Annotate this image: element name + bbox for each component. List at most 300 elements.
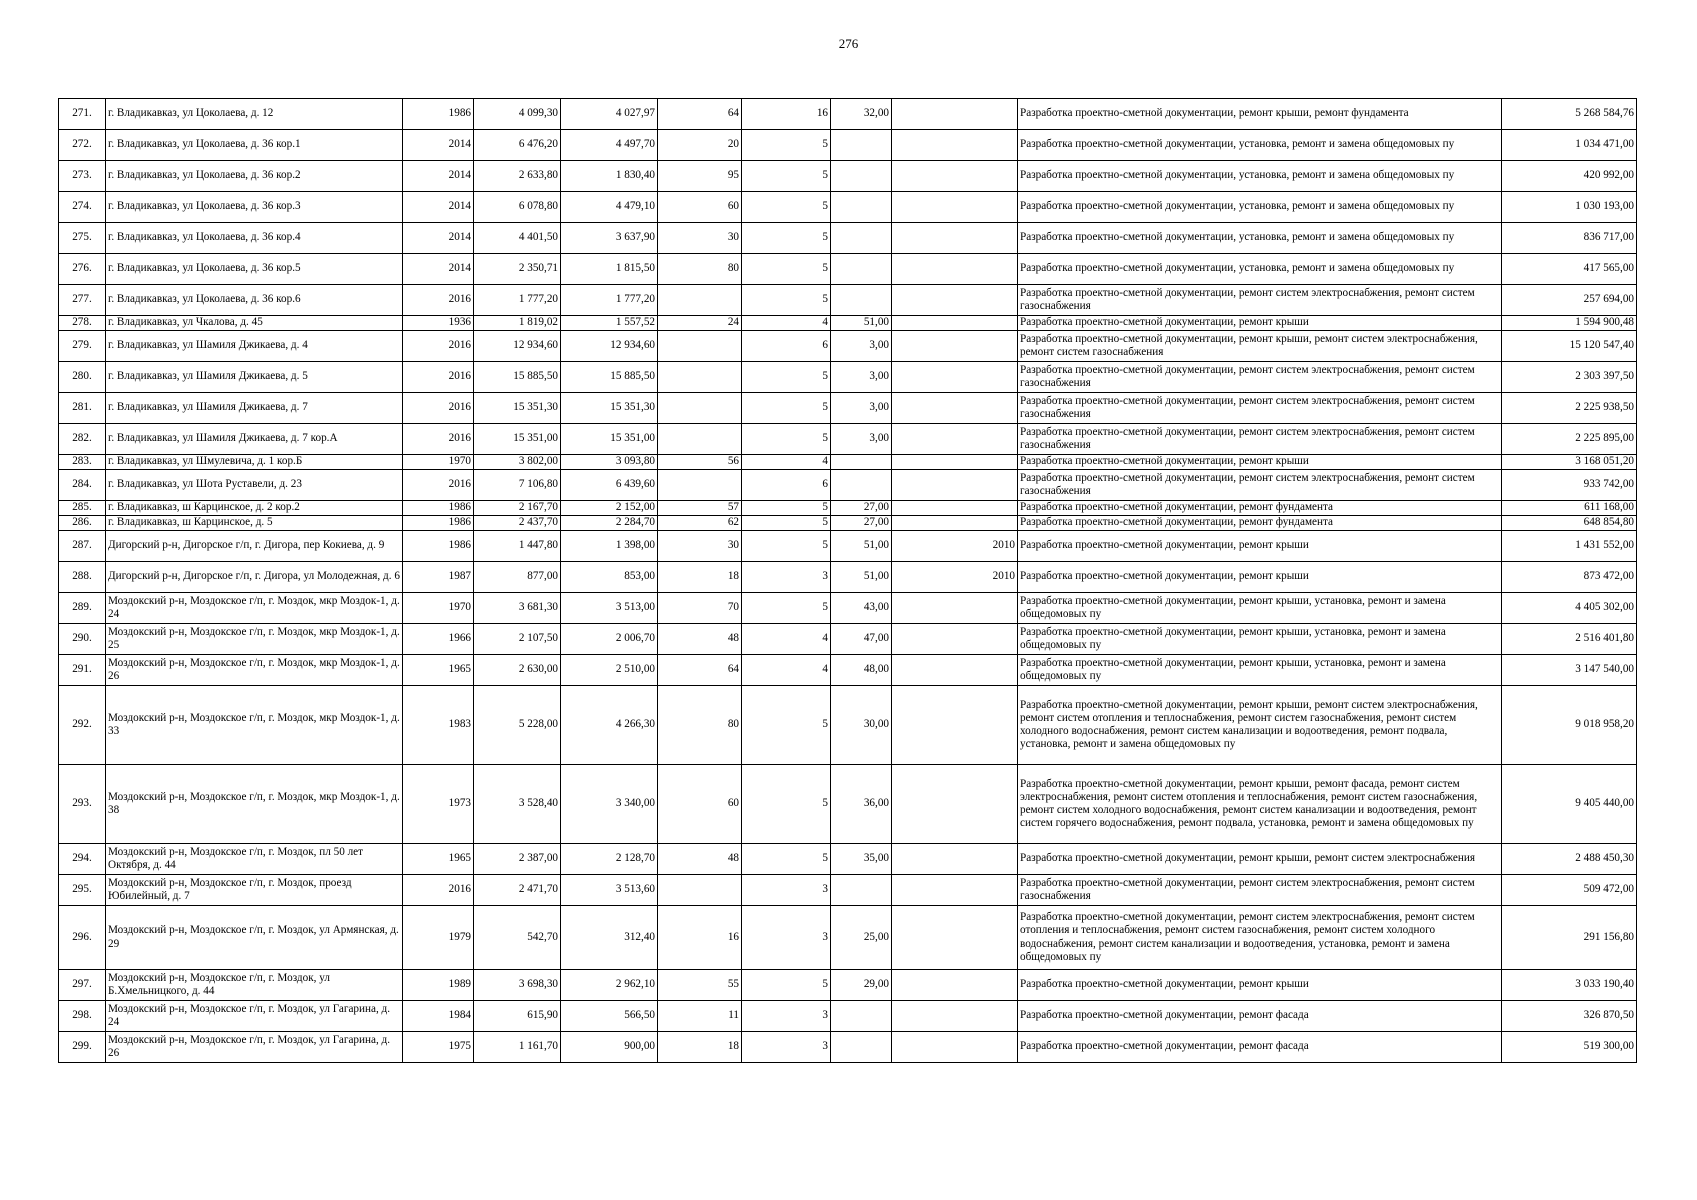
works-cell: Разработка проектно-сметной документации, ремонт фундамента [1018,516,1502,531]
last-repair-year-cell [892,655,1018,686]
last-repair-year-cell: 2010 [892,531,1018,562]
total-area-cell: 2 437,70 [474,516,561,531]
last-repair-year-cell [892,686,1018,765]
residential-area-cell: 6 439,60 [561,470,658,501]
cost-cell: 3 168 051,20 [1502,455,1637,470]
residents-cell [658,424,742,455]
table-row [59,161,1637,192]
residents-cell [658,331,742,362]
wear-cell [831,130,892,161]
total-area-cell: 15 351,00 [474,424,561,455]
residents-cell [658,393,742,424]
cost-cell: 3 033 190,40 [1502,970,1637,1001]
wear-cell: 3,00 [831,424,892,455]
year-cell: 2016 [403,362,474,393]
year-cell: 2016 [403,875,474,906]
address-cell: г. Владикавказ, ул Цоколаева, д. 36 кор.1 [106,130,403,161]
cost-cell: 873 472,00 [1502,562,1637,593]
address-cell: г. Владикавказ, ул Шамиля Джикаева, д. 4 [106,331,403,362]
residential-area-cell: 15 351,30 [561,393,658,424]
year-cell: 1966 [403,624,474,655]
residents-cell [658,875,742,906]
wear-cell [831,223,892,254]
row-number: 277. [59,285,106,316]
row-number: 288. [59,562,106,593]
last-repair-year-cell [892,906,1018,970]
cost-cell: 420 992,00 [1502,161,1637,192]
table-row [59,765,1637,844]
residential-area-cell: 12 934,60 [561,331,658,362]
last-repair-year-cell [892,1001,1018,1032]
row-number: 290. [59,624,106,655]
year-cell: 1965 [403,844,474,875]
cost-cell: 933 742,00 [1502,470,1637,501]
residential-area-cell: 1 398,00 [561,531,658,562]
address-cell: г. Владикавказ, ул Цоколаева, д. 12 [106,99,403,130]
last-repair-year-cell: 2010 [892,562,1018,593]
row-number: 281. [59,393,106,424]
address-cell: г. Владикавказ, ул Шамиля Джикаева, д. 7 [106,393,403,424]
floors-cell: 5 [742,593,831,624]
floors-cell: 3 [742,1001,831,1032]
year-cell: 1986 [403,516,474,531]
floors-cell: 5 [742,686,831,765]
row-number: 286. [59,516,106,531]
residents-cell: 16 [658,906,742,970]
residential-area-cell: 2 284,70 [561,516,658,531]
row-number: 299. [59,1032,106,1063]
cost-cell: 2 488 450,30 [1502,844,1637,875]
row-number: 292. [59,686,106,765]
works-cell: Разработка проектно-сметной документации, ремонт крыши [1018,455,1502,470]
row-number: 295. [59,875,106,906]
year-cell: 2014 [403,223,474,254]
wear-cell [831,1001,892,1032]
row-number: 275. [59,223,106,254]
table-row [59,455,1637,470]
row-number: 296. [59,906,106,970]
address-cell: Дигорский р-н, Дигорское г/п, г. Дигора, ул Молодежная, д. 6 [106,562,403,593]
row-number: 284. [59,470,106,501]
total-area-cell: 2 107,50 [474,624,561,655]
cost-cell: 2 225 895,00 [1502,424,1637,455]
total-area-cell: 4 401,50 [474,223,561,254]
year-cell: 1970 [403,593,474,624]
row-number: 294. [59,844,106,875]
works-cell: Разработка проектно-сметной документации, ремонт фасада [1018,1032,1502,1063]
address-cell: г. Владикавказ, ул Цоколаева, д. 36 кор.5 [106,254,403,285]
works-cell: Разработка проектно-сметной документации, ремонт крыши [1018,970,1502,1001]
row-number: 279. [59,331,106,362]
works-cell: Разработка проектно-сметной документации, ремонт крыши, установка, ремонт и замена общедомовых пу [1018,624,1502,655]
residential-area-cell: 4 479,10 [561,192,658,223]
total-area-cell: 12 934,60 [474,331,561,362]
residents-cell: 80 [658,686,742,765]
table-row [59,624,1637,655]
year-cell: 1975 [403,1032,474,1063]
address-cell: г. Владикавказ, ш Карцинское, д. 2 кор.2 [106,501,403,516]
cost-cell: 1 030 193,00 [1502,192,1637,223]
table-row [59,130,1637,161]
works-cell: Разработка проектно-сметной документации, ремонт систем электроснабжения, ремонт систем газоснабжения [1018,393,1502,424]
address-cell: г. Владикавказ, ш Карцинское, д. 5 [106,516,403,531]
year-cell: 1986 [403,501,474,516]
total-area-cell: 15 885,50 [474,362,561,393]
floors-cell: 5 [742,501,831,516]
total-area-cell: 2 350,71 [474,254,561,285]
last-repair-year-cell [892,393,1018,424]
residential-area-cell: 853,00 [561,562,658,593]
works-cell: Разработка проектно-сметной документации, ремонт фасада [1018,1001,1502,1032]
residents-cell: 57 [658,501,742,516]
residents-cell: 62 [658,516,742,531]
floors-cell: 4 [742,624,831,655]
works-cell: Разработка проектно-сметной документации, ремонт крыши [1018,562,1502,593]
last-repair-year-cell [892,362,1018,393]
table-row [59,393,1637,424]
residential-area-cell: 566,50 [561,1001,658,1032]
last-repair-year-cell [892,316,1018,331]
cost-cell: 2 516 401,80 [1502,624,1637,655]
address-cell: г. Владикавказ, ул Шмулевича, д. 1 кор.Б [106,455,403,470]
residents-cell: 30 [658,531,742,562]
residents-cell [658,362,742,393]
residential-area-cell: 4 266,30 [561,686,658,765]
residents-cell: 18 [658,1032,742,1063]
total-area-cell: 615,90 [474,1001,561,1032]
year-cell: 1986 [403,99,474,130]
total-area-cell: 5 228,00 [474,686,561,765]
floors-cell: 3 [742,1032,831,1063]
works-cell: Разработка проектно-сметной документации, ремонт крыши, ремонт фасада, ремонт систем электроснабжения, ремонт систем отопления и теплоснабжения, ремонт систем газоснабжения, ремонт систем холодного водоснабжения, ремонт систем канализации и водоотведения, ремонт систем горячего водоснабжения, ремонт подвала, установка, ремонт и замена общедомовых пу [1018,765,1502,844]
wear-cell: 27,00 [831,516,892,531]
row-number: 297. [59,970,106,1001]
wear-cell: 43,00 [831,593,892,624]
last-repair-year-cell [892,331,1018,362]
floors-cell: 5 [742,765,831,844]
residential-area-cell: 3 637,90 [561,223,658,254]
address-cell: г. Владикавказ, ул Шота Руставели, д. 23 [106,470,403,501]
last-repair-year-cell [892,516,1018,531]
wear-cell: 3,00 [831,362,892,393]
address-cell: г. Владикавказ, ул Цоколаева, д. 36 кор.6 [106,285,403,316]
floors-cell: 3 [742,562,831,593]
total-area-cell: 1 161,70 [474,1032,561,1063]
cost-cell: 4 405 302,00 [1502,593,1637,624]
year-cell: 1979 [403,906,474,970]
works-cell: Разработка проектно-сметной документации, ремонт систем электроснабжения, ремонт систем отопления и теплоснабжения, ремонт систем газоснабжения, ремонт систем холодного водоснабжения, ремонт систем канализации и водоотведения, установка, ремонт и замена общедомовых пу [1018,906,1502,970]
wear-cell: 25,00 [831,906,892,970]
works-cell: Разработка проектно-сметной документации, установка, ремонт и замена общедомовых пу [1018,254,1502,285]
last-repair-year-cell [892,765,1018,844]
year-cell: 2016 [403,331,474,362]
table-row [59,562,1637,593]
year-cell: 2016 [403,470,474,501]
total-area-cell: 1 777,20 [474,285,561,316]
year-cell: 1983 [403,686,474,765]
cost-cell: 1 034 471,00 [1502,130,1637,161]
last-repair-year-cell [892,501,1018,516]
last-repair-year-cell [892,470,1018,501]
total-area-cell: 3 802,00 [474,455,561,470]
floors-cell: 6 [742,331,831,362]
table-row [59,362,1637,393]
wear-cell [831,470,892,501]
wear-cell [831,285,892,316]
address-cell: г. Владикавказ, ул Шамиля Джикаева, д. 5 [106,362,403,393]
address-cell: Моздокский р-н, Моздокское г/п, г. Моздок, мкр Моздок-1, д. 38 [106,765,403,844]
works-cell: Разработка проектно-сметной документации, ремонт крыши, установка, ремонт и замена общедомовых пу [1018,655,1502,686]
floors-cell: 5 [742,531,831,562]
works-cell: Разработка проектно-сметной документации, ремонт фундамента [1018,501,1502,516]
row-number: 283. [59,455,106,470]
wear-cell: 3,00 [831,393,892,424]
residents-cell: 80 [658,254,742,285]
address-cell: Моздокский р-н, Моздокское г/п, г. Моздок, ул Армянская, д. 29 [106,906,403,970]
total-area-cell: 1 447,80 [474,531,561,562]
address-cell: Дигорский р-н, Дигорское г/п, г. Дигора, пер Кокиева, д. 9 [106,531,403,562]
last-repair-year-cell [892,624,1018,655]
residential-area-cell: 312,40 [561,906,658,970]
year-cell: 1987 [403,562,474,593]
row-number: 289. [59,593,106,624]
wear-cell: 3,00 [831,331,892,362]
year-cell: 1984 [403,1001,474,1032]
table-row [59,192,1637,223]
year-cell: 1989 [403,970,474,1001]
total-area-cell: 15 351,30 [474,393,561,424]
last-repair-year-cell [892,192,1018,223]
floors-cell: 5 [742,161,831,192]
floors-cell: 4 [742,316,831,331]
works-cell: Разработка проектно-сметной документации, установка, ремонт и замена общедомовых пу [1018,161,1502,192]
total-area-cell: 2 630,00 [474,655,561,686]
table-row [59,655,1637,686]
residents-cell [658,470,742,501]
floors-cell: 5 [742,285,831,316]
cost-cell: 2 225 938,50 [1502,393,1637,424]
last-repair-year-cell [892,875,1018,906]
works-cell: Разработка проектно-сметной документации, установка, ремонт и замена общедомовых пу [1018,192,1502,223]
residential-area-cell: 15 351,00 [561,424,658,455]
table-row [59,501,1637,516]
works-cell: Разработка проектно-сметной документации, ремонт крыши, ремонт систем электроснабжения, ремонт систем газоснабжения [1018,331,1502,362]
total-area-cell: 6 476,20 [474,130,561,161]
wear-cell [831,254,892,285]
residential-area-cell: 2 006,70 [561,624,658,655]
wear-cell: 32,00 [831,99,892,130]
row-number: 293. [59,765,106,844]
residents-cell: 70 [658,593,742,624]
address-cell: г. Владикавказ, ул Чкалова, д. 45 [106,316,403,331]
residential-area-cell: 4 027,97 [561,99,658,130]
works-cell: Разработка проектно-сметной документации, ремонт крыши, установка, ремонт и замена общедомовых пу [1018,593,1502,624]
year-cell: 1936 [403,316,474,331]
residents-cell: 11 [658,1001,742,1032]
wear-cell: 51,00 [831,562,892,593]
table-row [59,970,1637,1001]
residential-area-cell: 1 777,20 [561,285,658,316]
cost-cell: 519 300,00 [1502,1032,1637,1063]
floors-cell: 5 [742,844,831,875]
cost-cell: 611 168,00 [1502,501,1637,516]
last-repair-year-cell [892,161,1018,192]
wear-cell: 47,00 [831,624,892,655]
table-row [59,331,1637,362]
last-repair-year-cell [892,285,1018,316]
wear-cell [831,875,892,906]
year-cell: 2014 [403,254,474,285]
last-repair-year-cell [892,970,1018,1001]
cost-cell: 1 431 552,00 [1502,531,1637,562]
works-cell: Разработка проектно-сметной документации, ремонт крыши, ремонт фундамента [1018,99,1502,130]
row-number: 278. [59,316,106,331]
total-area-cell: 6 078,80 [474,192,561,223]
works-cell: Разработка проектно-сметной документации, ремонт систем электроснабжения, ремонт систем газоснабжения [1018,285,1502,316]
cost-cell: 3 147 540,00 [1502,655,1637,686]
wear-cell [831,455,892,470]
last-repair-year-cell [892,1032,1018,1063]
floors-cell: 5 [742,192,831,223]
floors-cell: 16 [742,99,831,130]
residents-cell: 24 [658,316,742,331]
year-cell: 1965 [403,655,474,686]
address-cell: Моздокский р-н, Моздокское г/п, г. Моздок, ул Б.Хмельницкого, д. 44 [106,970,403,1001]
year-cell: 2014 [403,161,474,192]
residents-cell: 56 [658,455,742,470]
residential-area-cell: 1 830,40 [561,161,658,192]
last-repair-year-cell [892,130,1018,161]
works-cell: Разработка проектно-сметной документации, ремонт крыши [1018,316,1502,331]
total-area-cell: 2 387,00 [474,844,561,875]
address-cell: Моздокский р-н, Моздокское г/п, г. Моздок, проезд Юбилейный, д. 7 [106,875,403,906]
cost-cell: 9 018 958,20 [1502,686,1637,765]
residential-area-cell: 1 557,52 [561,316,658,331]
wear-cell: 36,00 [831,765,892,844]
works-cell: Разработка проектно-сметной документации, ремонт систем электроснабжения, ремонт систем газоснабжения [1018,470,1502,501]
floors-cell: 5 [742,362,831,393]
residential-area-cell: 3 513,60 [561,875,658,906]
residents-cell: 30 [658,223,742,254]
table-row [59,844,1637,875]
row-number: 291. [59,655,106,686]
cost-cell: 257 694,00 [1502,285,1637,316]
year-cell: 2016 [403,285,474,316]
cost-cell: 509 472,00 [1502,875,1637,906]
row-number: 276. [59,254,106,285]
residents-cell: 20 [658,130,742,161]
wear-cell: 51,00 [831,316,892,331]
table-row [59,906,1637,970]
residential-area-cell: 2 128,70 [561,844,658,875]
cost-cell: 326 870,50 [1502,1001,1637,1032]
address-cell: г. Владикавказ, ул Цоколаева, д. 36 кор.2 [106,161,403,192]
housing-repair-table [58,98,1637,1063]
cost-cell: 15 120 547,40 [1502,331,1637,362]
works-cell: Разработка проектно-сметной документации, ремонт систем электроснабжения, ремонт систем газоснабжения [1018,875,1502,906]
works-cell: Разработка проектно-сметной документации, ремонт систем электроснабжения, ремонт систем газоснабжения [1018,424,1502,455]
last-repair-year-cell [892,455,1018,470]
table-row [59,516,1637,531]
row-number: 273. [59,161,106,192]
works-cell: Разработка проектно-сметной документации, ремонт крыши [1018,531,1502,562]
floors-cell: 5 [742,254,831,285]
residential-area-cell: 900,00 [561,1032,658,1063]
address-cell: Моздокский р-н, Моздокское г/п, г. Моздок, пл 50 лет Октября, д. 44 [106,844,403,875]
wear-cell: 51,00 [831,531,892,562]
works-cell: Разработка проектно-сметной документации, ремонт систем электроснабжения, ремонт систем газоснабжения [1018,362,1502,393]
row-number: 271. [59,99,106,130]
floors-cell: 6 [742,470,831,501]
table-row [59,1001,1637,1032]
wear-cell: 27,00 [831,501,892,516]
residential-area-cell: 2 152,00 [561,501,658,516]
cost-cell: 291 156,80 [1502,906,1637,970]
total-area-cell: 3 528,40 [474,765,561,844]
table-row [59,875,1637,906]
total-area-cell: 3 698,30 [474,970,561,1001]
table-row [59,424,1637,455]
cost-cell: 417 565,00 [1502,254,1637,285]
address-cell: Моздокский р-н, Моздокское г/п, г. Моздок, мкр Моздок-1, д. 25 [106,624,403,655]
wear-cell: 48,00 [831,655,892,686]
total-area-cell: 877,00 [474,562,561,593]
address-cell: Моздокский р-н, Моздокское г/п, г. Моздок, ул Гагарина, д. 26 [106,1032,403,1063]
address-cell: г. Владикавказ, ул Шамиля Джикаева, д. 7 кор.А [106,424,403,455]
year-cell: 2014 [403,130,474,161]
last-repair-year-cell [892,223,1018,254]
last-repair-year-cell [892,424,1018,455]
table-row [59,223,1637,254]
table-row [59,686,1637,765]
works-cell: Разработка проектно-сметной документации, ремонт крыши, ремонт систем электроснабжения [1018,844,1502,875]
table-row [59,470,1637,501]
cost-cell: 1 594 900,48 [1502,316,1637,331]
residents-cell: 60 [658,765,742,844]
last-repair-year-cell [892,99,1018,130]
residential-area-cell: 1 815,50 [561,254,658,285]
year-cell: 1986 [403,531,474,562]
floors-cell: 5 [742,516,831,531]
table-row [59,531,1637,562]
total-area-cell: 1 819,02 [474,316,561,331]
cost-cell: 648 854,80 [1502,516,1637,531]
residential-area-cell: 3 340,00 [561,765,658,844]
table-row [59,593,1637,624]
table-row [59,254,1637,285]
residential-area-cell: 15 885,50 [561,362,658,393]
address-cell: Моздокский р-н, Моздокское г/п, г. Моздок, ул Гагарина, д. 24 [106,1001,403,1032]
row-number: 282. [59,424,106,455]
wear-cell [831,161,892,192]
cost-cell: 9 405 440,00 [1502,765,1637,844]
residential-area-cell: 3 513,00 [561,593,658,624]
floors-cell: 5 [742,393,831,424]
address-cell: Моздокский р-н, Моздокское г/п, г. Моздок, мкр Моздок-1, д. 24 [106,593,403,624]
row-number: 274. [59,192,106,223]
total-area-cell: 7 106,80 [474,470,561,501]
works-cell: Разработка проектно-сметной документации, установка, ремонт и замена общедомовых пу [1018,130,1502,161]
year-cell: 1970 [403,455,474,470]
wear-cell: 30,00 [831,686,892,765]
page-number: 276 [838,36,859,51]
last-repair-year-cell [892,254,1018,285]
row-number: 285. [59,501,106,516]
floors-cell: 4 [742,655,831,686]
cost-cell: 2 303 397,50 [1502,362,1637,393]
floors-cell: 5 [742,130,831,161]
address-cell: г. Владикавказ, ул Цоколаева, д. 36 кор.3 [106,192,403,223]
